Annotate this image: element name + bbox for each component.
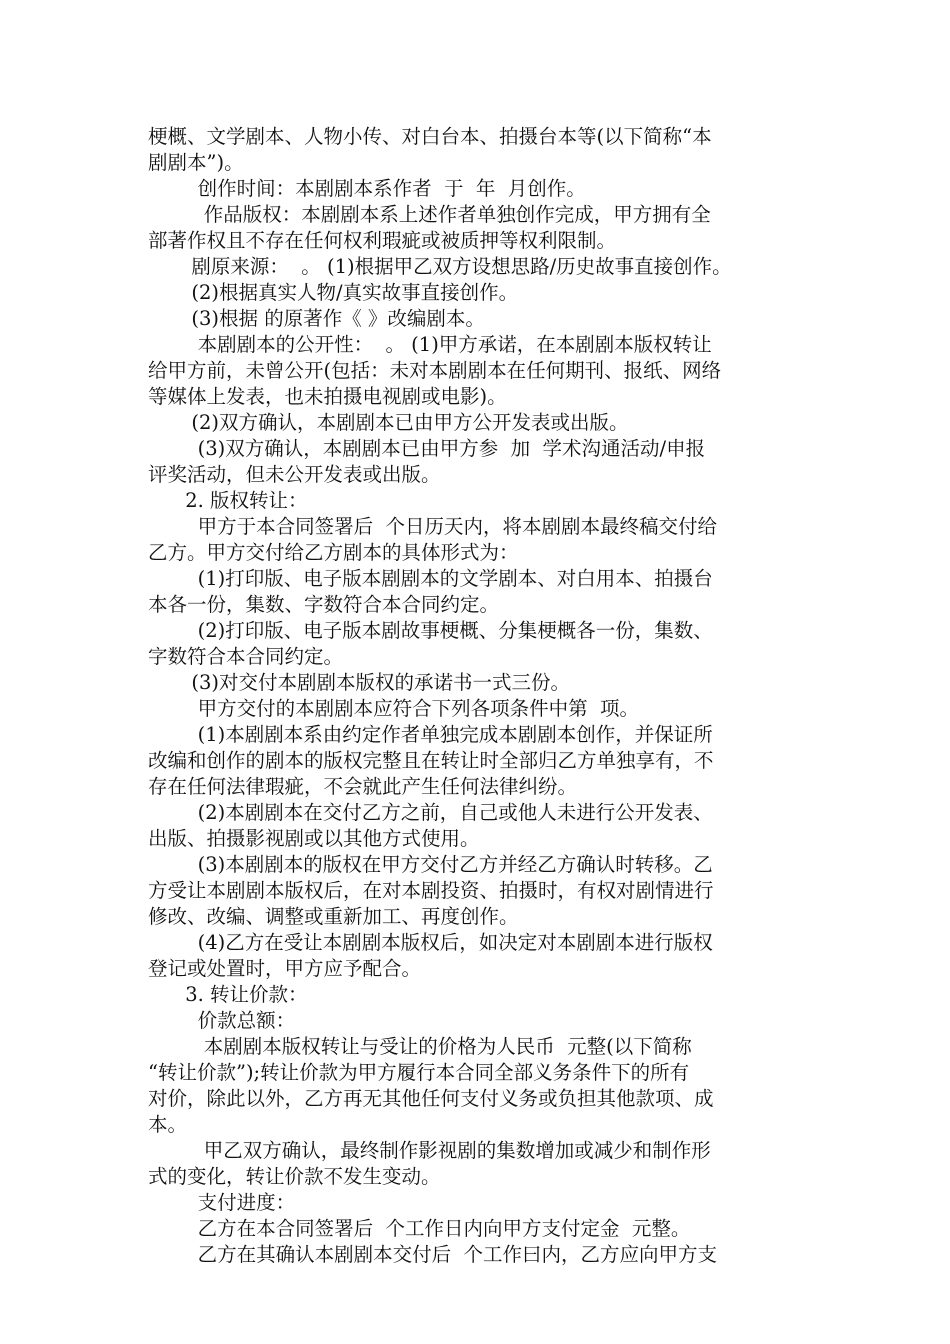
text-line: 剧剧本”)。 (148, 151, 244, 174)
section-heading-copyright-transfer: 2. 版权转让： (148, 489, 308, 512)
text-line: (3)双方确认，本剧剧本已由甲方参 加 学术沟通活动/申报 (148, 437, 706, 460)
text-line: 评奖活动，但未公开发表或出版。 (148, 463, 441, 486)
section-heading-transfer-price: 3. 转让价款： (148, 983, 308, 1006)
publicity-line: 本剧剧本的公开性： 。 (1)甲方承诺，在本剧剧本版权转让 (148, 333, 712, 356)
text-line: 乙方在其确认本剧剧本交付后 个工作曰内，乙方应向甲方支 (148, 1243, 717, 1266)
subheading-payment-schedule: 支付进度： (148, 1191, 296, 1214)
text-line: (2)打印版、电子版本剧故事梗概、分集梗概各一份，集数、 (148, 619, 713, 642)
text-line: 梗概、文学剧本、人物小传、对白台本、拍摄台本等(以下简称“本 (148, 125, 712, 148)
text-line: 修改、改编、调整或重新加工、再度创作。 (148, 905, 519, 928)
text-line: (3)根据 的原著作《 》改编剧本。 (148, 307, 485, 330)
text-line: (2)双方确认，本剧剧本已由甲方公开发表或出版。 (148, 411, 629, 434)
text-line: 本各一份，集数、字数符合本合同约定。 (148, 593, 500, 616)
text-line: 字数符合本合同约定。 (148, 645, 344, 668)
text-line: 乙方在本合同签署后 个工作日内向甲方支付定金 元整。 (148, 1217, 691, 1240)
text-line: (4)乙方在受让本剧剧本版权后，如决定对本剧剧本进行版权 (148, 931, 713, 954)
text-line: 甲方于本合同签署后 个日历天内，将本剧剧本最终稿交付给 (148, 515, 717, 538)
text-line: 方受让本剧剧本版权后，在对本剧投资、拍摄时，有权对剧情进行 (148, 879, 714, 902)
text-line: “转让价款”);转让价款为甲方履行本合同全部义务条件下的所有 (148, 1061, 690, 1084)
source-line: 剧原来源： 。 (1)根据甲乙双方设想思路/历史故事直接创作。 (148, 255, 732, 278)
text-line: 等媒体上发表，也未拍摄电视剧或电影)。 (148, 385, 507, 408)
text-line: 登记或处置时，甲方应予配合。 (148, 957, 422, 980)
text-line: 给甲方前，未曾公开(包括：未对本剧剧本在任何期刊、报纸、网络 (148, 359, 722, 382)
text-line: 式的变化，转让价款不发生变动。 (148, 1165, 441, 1188)
text-line: (1)本剧剧本系由约定作者单独完成本剧剧本创作，并保证所 (148, 723, 713, 746)
creation-time-line: 创作时间：本剧剧本系作者 于 年 月创作。 (148, 177, 586, 200)
text-line: (2)本剧剧本在交付乙方之前，自己或他人未进行公开发表、 (148, 801, 713, 824)
text-line: 部著作权且不存在任何权利瑕疵或被质押等权利限制。 (148, 229, 617, 252)
text-line: 甲乙双方确认，最终制作影视剧的集数增加或减少和制作形 (148, 1139, 711, 1162)
text-line: 本剧剧本版权转让与受让的价格为人民币 元整(以下简称 (148, 1035, 692, 1058)
text-line: 对价，除此以外，乙方再无其他任何支付义务或负担其他款项、成 (148, 1087, 714, 1110)
text-line: 改编和创作的剧本的版权完整且在转让时全部归乙方单独享有，不 (148, 749, 714, 772)
text-line: 出版、拍摄影视剧或以其他方式使用。 (148, 827, 480, 850)
text-line: (1)打印版、电子版本剧剧本的文学剧本、对白用本、拍摄台 (148, 567, 713, 590)
copyright-line: 作品版权：本剧剧本系上述作者单独创作完成，甲方拥有全 (148, 203, 711, 226)
subheading-total-price: 价款总额： (148, 1009, 296, 1032)
text-line: (3)对交付本剧剧本版权的承诺书一式三份。 (148, 671, 571, 694)
text-line: 甲方交付的本剧剧本应符合下列各项条件中第 项。 (148, 697, 639, 720)
text-line: 存在任何法律瑕疵，不会就此产生任何法律纠纷。 (148, 775, 578, 798)
text-line: (3)本剧剧本的版权在甲方交付乙方并经乙方确认时转移。乙 (148, 853, 713, 876)
text-line: 本。 (148, 1113, 188, 1136)
text-line: (2)根据真实人物/真实故事直接创作。 (148, 281, 519, 304)
text-line: 乙方。甲方交付给乙方剧本的具体形式为： (148, 541, 519, 564)
contract-text-body (148, 124, 810, 1268)
